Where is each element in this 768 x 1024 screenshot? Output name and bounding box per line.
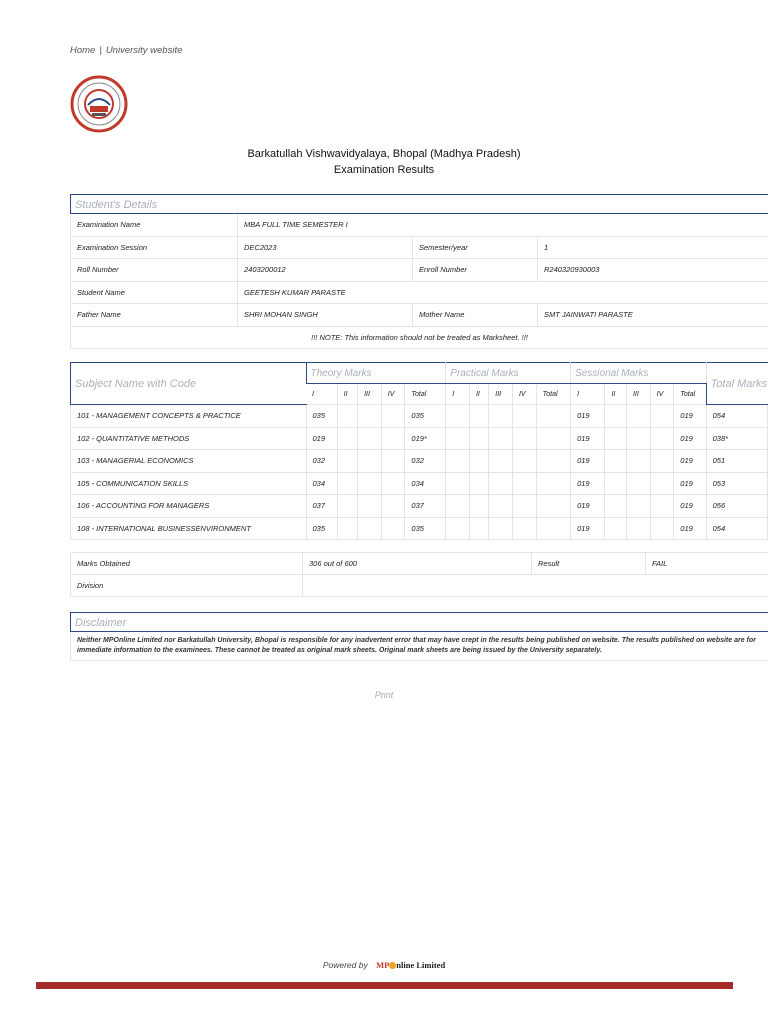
mark-cell (469, 427, 488, 450)
mark-cell: 019 (571, 495, 605, 518)
mark-cell: 019 (674, 405, 706, 428)
sessional-col-i: I (571, 384, 605, 405)
mark-cell: 035 (306, 517, 337, 540)
result-value: FAIL (646, 553, 768, 575)
mark-cell (358, 517, 382, 540)
theory-col-ii: II (337, 384, 357, 405)
enroll-label: Enroll Number (413, 259, 538, 282)
print-button[interactable]: Print (374, 690, 394, 700)
mark-cell (358, 450, 382, 473)
theory-col-i: I (306, 384, 337, 405)
father-name-value: SHRI MOHAN SINGH (238, 304, 413, 327)
exam-name-value: MBA FULL TIME SEMESTER I (238, 214, 768, 236)
table-row (71, 517, 768, 540)
sessional-col-ii: II (605, 384, 627, 405)
mark-cell (536, 495, 570, 518)
mark-cell (337, 405, 357, 428)
mark-cell (650, 450, 674, 473)
mark-cell: 019* (405, 427, 446, 450)
table-row (71, 495, 768, 518)
summary-table (70, 552, 768, 597)
powered-by-label: Powered by (322, 960, 368, 970)
disclaimer-title: Disclaimer (70, 612, 768, 632)
session-label: Examination Session (71, 236, 238, 259)
mark-cell (536, 405, 570, 428)
mark-cell (512, 495, 536, 518)
table-row (71, 281, 768, 304)
mark-cell: 019 (571, 450, 605, 473)
mark-cell (536, 472, 570, 495)
mark-cell (605, 517, 627, 540)
mark-cell (381, 450, 405, 473)
exam-name-label: Examination Name (71, 214, 238, 236)
mark-cell: 038* (706, 427, 767, 450)
mark-cell (489, 517, 513, 540)
mark-cell (337, 427, 357, 450)
mark-cell (650, 495, 674, 518)
mark-cell (605, 427, 627, 450)
student-name-value: GEETESH KUMAR PARASTE (238, 281, 768, 304)
disclaimer-text: Neither MPOnline Limited nor Barkatullah University, Bhopal is responsible for any inadvertent error that may have crept in the results being published on website. The results published on website are for immediate information to the examinees. These cannot be treated as original mark sheets. Original mark sheets are being issued by the University separately. (70, 632, 768, 661)
mark-cell: 037 (306, 495, 337, 518)
total-marks-header: Total Marks (706, 363, 767, 405)
mark-cell: 053 (706, 472, 767, 495)
mark-cell (489, 495, 513, 518)
roll-value: 2403200012 (238, 259, 413, 282)
mark-cell (536, 450, 570, 473)
mark-cell (512, 405, 536, 428)
subject-cell: 102 - QUANTITATIVE METHODS (71, 427, 307, 450)
mark-cell (650, 472, 674, 495)
mark-cell (512, 450, 536, 473)
marks-table (70, 362, 768, 540)
page-subtitle: Examination Results (333, 164, 435, 176)
mark-cell (536, 427, 570, 450)
page-header (0, 146, 768, 178)
university-title: Barkatullah Vishwavidyalaya, Bhopal (Madhya Pradesh) (247, 148, 521, 160)
roll-label: Roll Number (71, 259, 238, 282)
mark-cell: 019 (674, 517, 706, 540)
mark-cell (358, 472, 382, 495)
sessional-col-iv: IV (650, 384, 674, 405)
mark-cell (650, 405, 674, 428)
table-row (71, 405, 768, 428)
home-link[interactable]: Home (70, 45, 96, 56)
subject-cell: 105 - COMMUNICATION SKILLS (71, 472, 307, 495)
mother-name-value: SMT JAINWATI PARASTE (538, 304, 768, 327)
mark-cell (446, 472, 470, 495)
mark-cell (469, 450, 488, 473)
student-details-title: Student's Details (70, 194, 768, 214)
mark-cell (605, 405, 627, 428)
mark-cell: 019 (571, 405, 605, 428)
mark-cell (469, 405, 488, 428)
table-row (71, 427, 768, 450)
mark-cell: 054 (706, 517, 767, 540)
mark-cell (626, 427, 650, 450)
mother-name-label: Mother Name (413, 304, 538, 327)
mark-cell (469, 495, 488, 518)
table-row (71, 214, 768, 236)
practical-col-total: Total (536, 384, 570, 405)
mark-cell (337, 450, 357, 473)
mark-cell (605, 450, 627, 473)
mark-cell (337, 472, 357, 495)
mark-cell (381, 427, 405, 450)
table-row (71, 575, 768, 597)
table-row (71, 236, 768, 259)
mark-cell: 056 (706, 495, 767, 518)
father-name-label: Father Name (71, 304, 238, 327)
mark-cell (626, 517, 650, 540)
practical-col-iii: III (489, 384, 513, 405)
mark-cell: 037 (405, 495, 446, 518)
mark-cell (626, 495, 650, 518)
bottom-bar (36, 982, 733, 989)
mark-cell: 032 (306, 450, 337, 473)
student-details-section (70, 194, 768, 349)
subject-cell: 101 - MANAGEMENT CONCEPTS & PRACTICE (71, 405, 307, 428)
session-value: DEC2023 (238, 236, 413, 259)
mark-cell: 019 (571, 517, 605, 540)
disclaimer-section (70, 612, 768, 661)
mark-cell (512, 427, 536, 450)
marks-obtained-value: 306 out of 600 (303, 553, 532, 575)
table-row (71, 304, 768, 327)
mark-cell (650, 427, 674, 450)
mark-cell: 019 (306, 427, 337, 450)
marks-section (70, 362, 768, 540)
mark-cell: 019 (571, 472, 605, 495)
mark-cell (469, 472, 488, 495)
division-label: Division (71, 575, 303, 597)
mark-cell: 019 (674, 472, 706, 495)
mark-cell (381, 517, 405, 540)
mark-cell (358, 495, 382, 518)
university-logo-icon (70, 75, 128, 133)
mark-cell (446, 427, 470, 450)
practical-col-i: I (446, 384, 470, 405)
mark-cell (489, 450, 513, 473)
semester-label: Semester/year (413, 236, 538, 259)
mark-cell (337, 495, 357, 518)
practical-header: Practical Marks (446, 363, 571, 384)
student-name-label: Student Name (71, 281, 238, 304)
mark-cell (381, 472, 405, 495)
division-value (303, 575, 768, 597)
mark-cell: 051 (706, 450, 767, 473)
nav-separator: | (99, 45, 102, 56)
practical-col-ii: II (469, 384, 488, 405)
result-label: Result (532, 553, 646, 575)
table-row (71, 259, 768, 282)
sessional-col-total: Total (674, 384, 706, 405)
top-nav (70, 45, 182, 56)
subject-cell: 106 - ACCOUNTING FOR MANAGERS (71, 495, 307, 518)
university-website-link[interactable]: University website (105, 45, 183, 56)
semester-value: 1 (538, 236, 768, 259)
subject-header: Subject Name with Code (71, 363, 307, 405)
marksheet-note: !!! NOTE: This information should not be treated as Marksheet. !!! (71, 326, 768, 349)
mark-cell (626, 405, 650, 428)
table-row (71, 326, 768, 349)
practical-col-iv: IV (512, 384, 536, 405)
mark-cell (605, 495, 627, 518)
mark-cell (469, 517, 488, 540)
mark-cell (358, 405, 382, 428)
mark-cell: 034 (306, 472, 337, 495)
footer (0, 960, 768, 970)
mark-cell: 032 (405, 450, 446, 473)
subject-cell: 103 - MANAGERIAL ECONOMICS (71, 450, 307, 473)
mark-cell (381, 495, 405, 518)
marks-obtained-label: Marks Obtained (71, 553, 303, 575)
mark-cell (626, 450, 650, 473)
mark-cell (605, 472, 627, 495)
mark-cell (446, 450, 470, 473)
mark-cell (512, 472, 536, 495)
sessional-header: Sessional Marks (571, 363, 707, 384)
mark-cell (446, 495, 470, 518)
mark-cell (536, 517, 570, 540)
mark-cell: 035 (405, 517, 446, 540)
mponline-logo: MP nline Limited (376, 960, 446, 970)
mark-cell: 034 (405, 472, 446, 495)
theory-header: Theory Marks (306, 363, 446, 384)
mark-cell (512, 517, 536, 540)
mark-cell (489, 405, 513, 428)
mark-cell (489, 427, 513, 450)
enroll-value: R240320930003 (538, 259, 768, 282)
mark-cell (337, 517, 357, 540)
mark-cell: 054 (706, 405, 767, 428)
mark-cell: 035 (306, 405, 337, 428)
summary-section (70, 552, 768, 597)
mark-cell: 019 (571, 427, 605, 450)
mark-cell (626, 472, 650, 495)
mark-cell (650, 517, 674, 540)
table-row (71, 450, 768, 473)
theory-col-iv: IV (381, 384, 405, 405)
mark-cell: 019 (674, 450, 706, 473)
mark-cell (358, 427, 382, 450)
mark-cell (446, 517, 470, 540)
mark-cell (446, 405, 470, 428)
theory-col-total: Total (405, 384, 446, 405)
mark-cell: 019 (674, 427, 706, 450)
mark-cell (381, 405, 405, 428)
mark-cell: 019 (674, 495, 706, 518)
table-row (71, 472, 768, 495)
table-header-row (71, 363, 768, 384)
table-row (71, 553, 768, 575)
sessional-col-iii: III (626, 384, 650, 405)
mark-cell: 035 (405, 405, 446, 428)
subject-cell: 108 - INTERNATIONAL BUSINESSENVIRONMENT (71, 517, 307, 540)
mark-cell (489, 472, 513, 495)
student-details-table (70, 214, 768, 349)
theory-col-iii: III (358, 384, 382, 405)
